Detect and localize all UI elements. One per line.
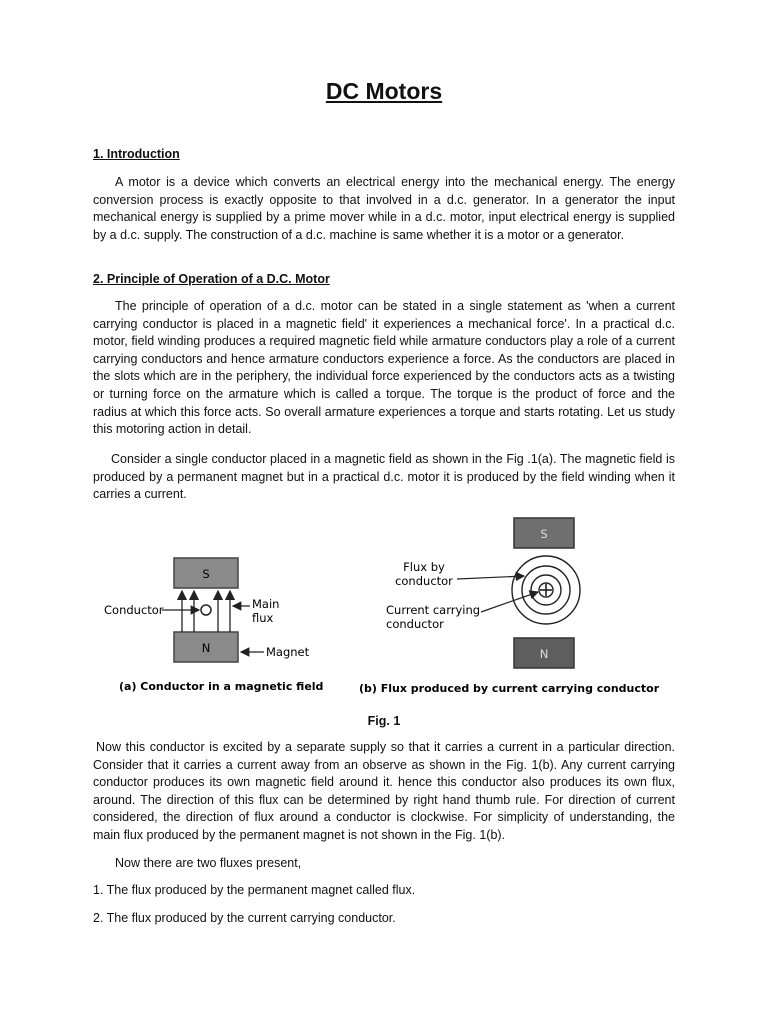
caption-a: (a) Conductor in a magnetic field (119, 680, 324, 693)
flux-by-conductor-label-1: Flux by (403, 560, 445, 574)
two-fluxes-line: Now there are two fluxes present, (115, 856, 302, 870)
current-carrying-label-1: Current carrying (386, 603, 481, 617)
principle-paragraph-2: Consider a single conductor placed in a magnetic field as shown in the Fig .1(a). The magnetic field is produced by a permanent magnet but in a practical d.c. motor it is produced by the field winding when it carries a current. (93, 452, 675, 502)
pole-s-label-b: S (540, 527, 548, 541)
figure-a (104, 558, 323, 693)
pole-n-label-a: N (201, 641, 211, 655)
magnet-label: Magnet (266, 645, 310, 659)
main-flux-label-2: flux (252, 611, 274, 625)
conductor-label: Conductor (104, 603, 164, 617)
caption-b: (b) Flux produced by current carrying conductor (359, 682, 660, 695)
conductor-circle (201, 605, 211, 615)
figure-label: Fig. 1 (367, 714, 401, 728)
figure-1 (104, 510, 684, 710)
body-paragraph-3: Now this conductor is excited by a separate supply so that it carries a current in a particular direction. Consider that it carries a current away from an observe as shown in the Fig. 1(b). Any current carrying conductor produces its own magnetic field around it. hence this conductor also produces its own flux, around. The direction of this flux can be determined by right hand thumb rule. For direction of current considered, the direction of flux around a conductor is clockwise. For simplicity of understanding, the main flux produced by the permanent magnet is not shown in the Fig. 1(b). (93, 740, 675, 842)
flux-item-2: 2. The flux produced by the current carrying conductor. (93, 911, 396, 925)
principle-paragraph-1: The principle of operation of a d.c. motor can be stated in a single statement as 'when a current carrying conductor is placed in a magnetic field' it experiences a mechanical force'. In a practical d.c. motor, field winding produces a required magnetic field while armature conductors play a role of a current carrying conductors and hence armature conductors experience a force. As the conductors are placed in the slots which are in the periphery, the individual force experienced by the conductors acts as a twisting or turning force on the armature which is called a torque. The torque is the product of force and the radius at which this force acts. So overall armature experiences a torque and starts rotating. Let us study this motoring action in detail. (93, 299, 675, 437)
page-title: DC Motors (325, 78, 443, 104)
flux-by-conductor-label-2: conductor (395, 574, 453, 588)
section-heading-introduction: 1. Introduction (93, 147, 180, 161)
figure-1-diagram (104, 510, 684, 710)
figure-b (359, 518, 660, 695)
introduction-paragraph: A motor is a device which converts an electrical energy into the mechanical energy. The energy conversion process is exactly opposite to that involved in a d.c. generator. In a generator the input mechanical energy is supplied by a prime mover while in a d.c. motor, input electrical energy is supplied by a d.c. supply. The construction of a d.c. machine is same whether it is a motor or a generator. (93, 175, 675, 242)
current-carrying-label-2: conductor (386, 617, 444, 631)
cross-symbol (540, 584, 552, 596)
pole-n-label-b: N (539, 647, 549, 661)
flux-item-1: 1. The flux produced by the permanent magnet called flux. (93, 883, 416, 897)
section-heading-principle: 2. Principle of Operation of a D.C. Motor (93, 272, 330, 286)
pole-s-label-a: S (202, 567, 210, 581)
main-flux-label-1: Main (252, 597, 280, 611)
